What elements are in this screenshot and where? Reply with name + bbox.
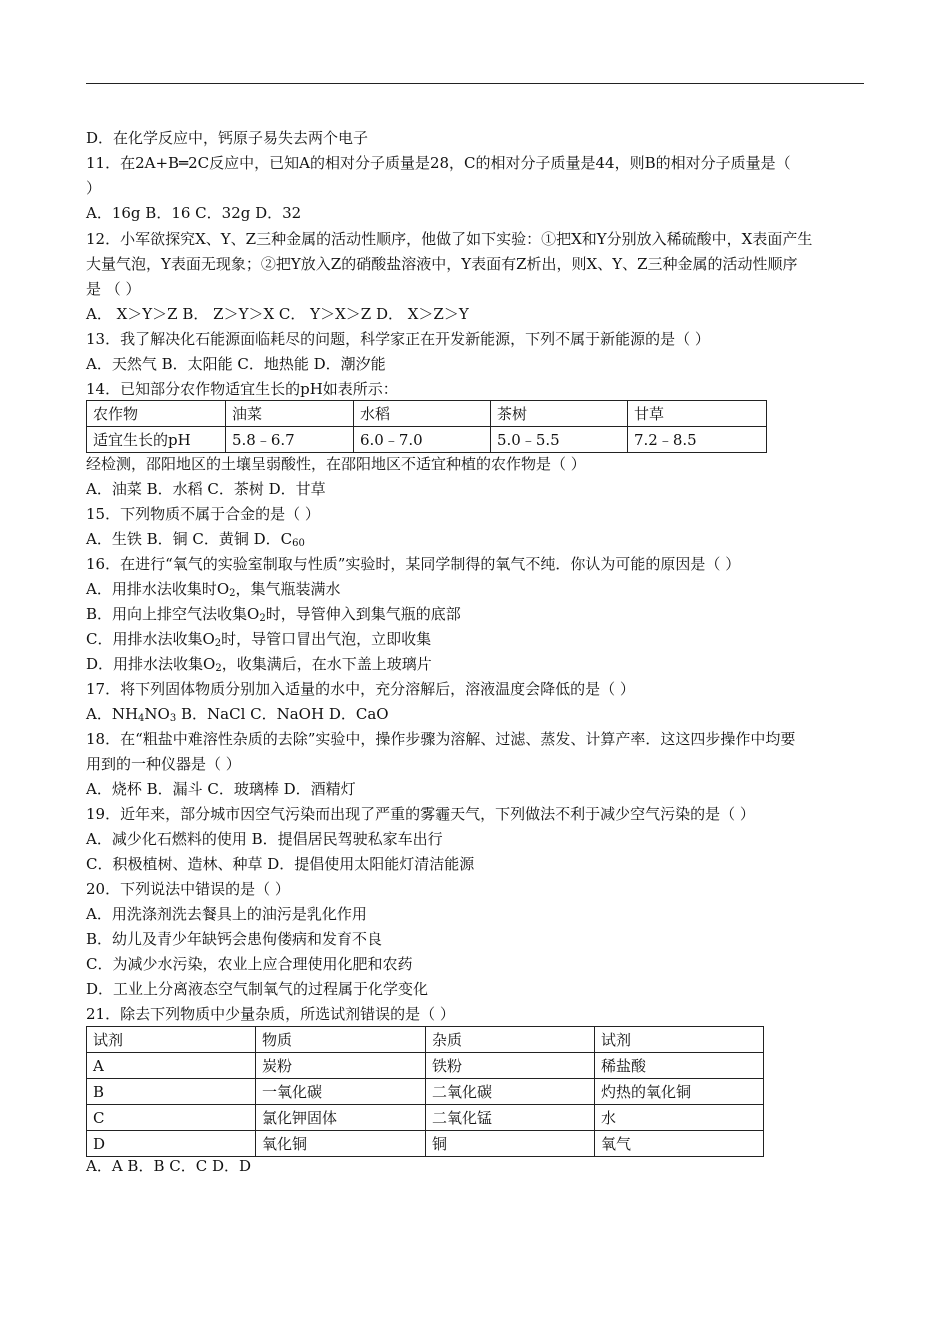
table-cell: 5.0﹣5.5 xyxy=(491,427,628,453)
table-row xyxy=(87,1079,764,1105)
option-20d: D．工业上分离液态空气制氧气的过程属于化学变化 xyxy=(86,980,429,998)
table-cell: B xyxy=(87,1079,256,1105)
table-row xyxy=(87,1131,764,1157)
table-cell: 氧气 xyxy=(595,1131,764,1157)
table-cell: 氧化铜 xyxy=(256,1131,426,1157)
table-cell: 甘草 xyxy=(628,401,767,427)
table-cell: 杂质 xyxy=(426,1027,595,1053)
table-cell: D xyxy=(87,1131,256,1157)
options-13: A．天然气 B．太阳能 C．地热能 D．潮汐能 xyxy=(86,355,386,373)
option-20c: C．为减少水污染，农业上应合理使用化肥和农药 xyxy=(86,955,413,973)
table-cell: 稀盐酸 xyxy=(595,1053,764,1079)
table-row xyxy=(87,427,767,453)
table-row xyxy=(87,1027,764,1053)
options-12: A． X＞Y＞Z B． Z＞Y＞X C． Y＞X＞Z D． X＞Z＞Y xyxy=(86,305,469,323)
question-19: 19．近年来，部分城市因空气污染而出现了严重的雾霾天气，下列做法不利于减少空气污染的是（ ） xyxy=(86,805,755,823)
question-14: 14．已知部分农作物适宜生长的pH如表所示： xyxy=(86,380,398,398)
options-18: A．烧杯 B．漏斗 C．玻璃棒 D．酒精灯 xyxy=(86,780,356,798)
option-16b: B．用向上排空气法收集$O_2$时，导管伸入到集气瓶的底部 xyxy=(86,605,461,624)
table-cell: 适宜生长的pH xyxy=(87,427,226,453)
question-15: 15．下列物质不属于合金的是（ ） xyxy=(86,505,320,523)
table-row xyxy=(87,401,767,427)
question-14-stem: 经检测，邵阳地区的土壤呈弱酸性，在邵阳地区不适宜种植的农作物是（ ） xyxy=(86,455,586,473)
table-cell: 茶树 xyxy=(491,401,628,427)
table-cell: 炭粉 xyxy=(256,1053,426,1079)
options-11: A．16g B．16 C．32g D．32 xyxy=(86,204,302,222)
question-12-line2: 大量气泡，Y表面无现象；②把Y放入Z的硝酸盐溶液中，Y表面有Z析出，则X、Y、Z三种金属的活动性顺序 xyxy=(86,255,798,273)
question-16: 16．在进行“氧气的实验室制取与性质”实验时，某同学制得的氧气不纯．你认为可能的原因是（ ） xyxy=(86,555,741,573)
table-cell: 试剂 xyxy=(87,1027,256,1053)
options-17: A．$NH_4NO_3$ B．NaCl C．NaOH D．CaO xyxy=(86,705,389,724)
question-12-line3: 是 （ ） xyxy=(86,280,141,298)
option-16d: D．用排水法收集$O_2$，收集满后，在水下盖上玻璃片 xyxy=(86,655,432,674)
reagent-table xyxy=(86,1026,764,1157)
question-18-line2: 用到的一种仪器是（ ） xyxy=(86,755,241,773)
table-cell: 油菜 xyxy=(226,401,354,427)
options-14: A．油菜 B．水稻 C．茶树 D．甘草 xyxy=(86,480,326,498)
question-18-line1: 18．在“粗盐中难溶性杂质的去除”实验中，操作步骤为溶解、过滤、蒸发、计算产率．这这四步操作中均要 xyxy=(86,730,796,748)
question-11: 11．在2A+B═2C反应中，已知A的相对分子质量是28，C的相对分子质量是44，则B的相对分子质量是（ xyxy=(86,154,791,172)
table-cell: 7.2﹣8.5 xyxy=(628,427,767,453)
question-20: 20．下列说法中错误的是（ ） xyxy=(86,880,290,898)
question-21: 21．除去下列物质中少量杂质，所选试剂错误的是（ ） xyxy=(86,1005,455,1023)
options-21: A．A B．B C．C D．D xyxy=(86,1157,252,1175)
option-16a: A．用排水法收集时$O_2$，集气瓶装满水 xyxy=(86,580,341,599)
table-cell: 物质 xyxy=(256,1027,426,1053)
table-cell: 6.0﹣7.0 xyxy=(354,427,491,453)
table-row xyxy=(87,1105,764,1131)
options-19-ab: A．减少化石燃料的使用 B．提倡居民驾驶私家车出行 xyxy=(86,830,443,848)
table-cell: A xyxy=(87,1053,256,1079)
question-13: 13．我了解决化石能源面临耗尽的问题，科学家正在开发新能源，下列不属于新能源的是（ ） xyxy=(86,330,710,348)
option-16c: C．用排水法收集$O_2$时，导管口冒出气泡，立即收集 xyxy=(86,630,432,649)
option-10d: D．在化学反应中，钙原子易失去两个电子 xyxy=(86,129,369,147)
question-12-line1: 12．小军欲探究X、Y、Z三种金属的活动性顺序，他做了如下实验：①把X和Y分别放入稀硫酸中，X表面产生 xyxy=(86,230,813,248)
option-20b: B．幼儿及青少年缺钙会患佝偻病和发育不良 xyxy=(86,930,383,948)
table-cell: 试剂 xyxy=(595,1027,764,1053)
table-cell: 灼热的氧化铜 xyxy=(595,1079,764,1105)
options-15: A．生铁 B．铜 C．黄铜 D．$C_{60}$ xyxy=(86,530,305,549)
question-11-paren: ） xyxy=(86,179,102,197)
table-cell: 水 xyxy=(595,1105,764,1131)
question-17: 17．将下列固体物质分别加入适量的水中，充分溶解后，溶液温度会降低的是（ ） xyxy=(86,680,635,698)
table-cell: 5.8﹣6.7 xyxy=(226,427,354,453)
options-19-cd: C．积极植树、造林、种草 D．提倡使用太阳能灯清洁能源 xyxy=(86,855,475,873)
table-cell: 二氧化碳 xyxy=(426,1079,595,1105)
table-cell: 铁粉 xyxy=(426,1053,595,1079)
table-row xyxy=(87,1053,764,1079)
table-cell: 水稻 xyxy=(354,401,491,427)
table-cell: 二氧化锰 xyxy=(426,1105,595,1131)
header-rule xyxy=(86,83,864,84)
ph-table xyxy=(86,400,767,453)
table-cell: C xyxy=(87,1105,256,1131)
option-20a: A．用洗涤剂洗去餐具上的油污是乳化作用 xyxy=(86,905,367,923)
table-cell: 农作物 xyxy=(87,401,226,427)
table-cell: 一氧化碳 xyxy=(256,1079,426,1105)
table-cell: 氯化钾固体 xyxy=(256,1105,426,1131)
table-cell: 铜 xyxy=(426,1131,595,1157)
